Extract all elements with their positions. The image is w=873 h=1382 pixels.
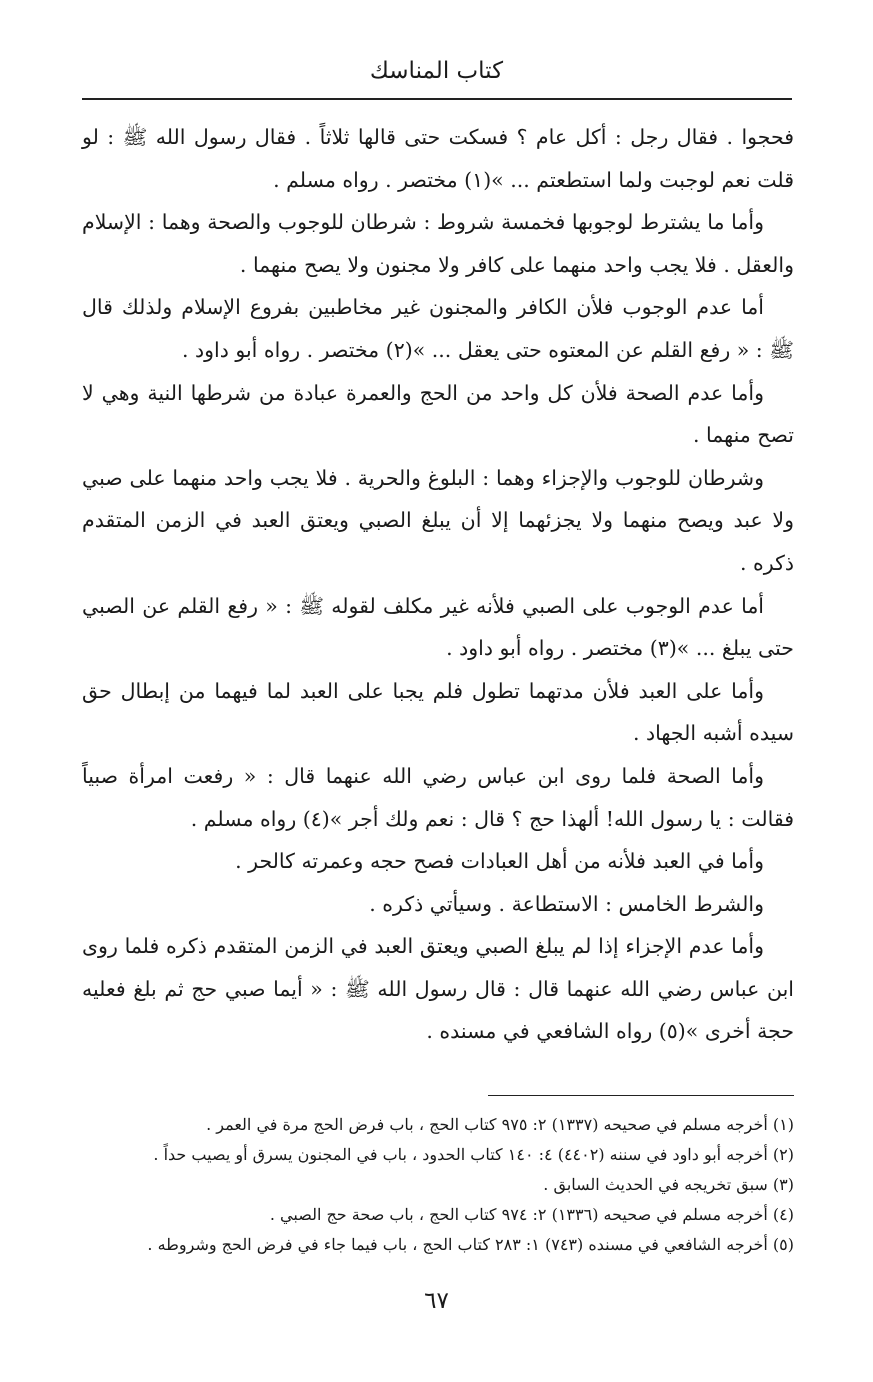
- footnote-rule: [488, 1095, 794, 1096]
- footnote-2: (٢) أخرجه أبو داود في سننه (٤٤٠٢) ٤: ١٤٠ كتاب الحدود ، باب في المجنون يسرق أو يصيب حداً .: [153, 1145, 794, 1164]
- header-rule: [82, 98, 792, 100]
- page-number: ٦٧: [424, 1288, 449, 1314]
- main-text: [82, 116, 794, 1053]
- footnote-3: (٣) سبق تخريجه في الحديث السابق .: [543, 1175, 794, 1194]
- paragraph-11: وأما عدم الإجزاء إذا لم يبلغ الصبي ويعتق العبد في الزمن المتقدم ذكره فلما روى ابن عباس رضي الله عنهما قال : قال رسول الله ﷺ : « أيما صبي حج ثم بلغ فعليه حجة أخرى »(٥) رواه الشافعي في مسنده .: [82, 934, 794, 1044]
- paragraph-8: وأما الصحة فلما روى ابن عباس رضي الله عنهما قال : « رفعت امرأة صبياً فقالت : يا رسول الله! ألهذا حج ؟ قال : نعم ولك أجر »(٤) رواه مسلم .: [82, 763, 794, 831]
- paragraph-10: والشرط الخامس : الاستطاعة . وسيأتي ذكره .: [369, 891, 764, 916]
- footnote-1: (١) أخرجه مسلم في صحيحه (١٣٣٧) ٢: ٩٧٥ كتاب الحج ، باب فرض الحج مرة في العمر .: [206, 1115, 794, 1134]
- paragraph-5: وشرطان للوجوب والإجزاء وهما : البلوغ والحرية . فلا يجب واحد منهما على صبي ولا عبد ويصح منهما ولا يجزئهما إلا أن يبلغ الصبي ويعتق العبد في الزمن المتقدم ذكره .: [82, 465, 794, 575]
- paragraph-3: أما عدم الوجوب فلأن الكافر والمجنون غير مخاطبين بفروع الإسلام ولذلك قال ﷺ : « رفع القلم عن المعتوه حتى يعقل ... »(٢) مختصر . رواه أبو داود .: [82, 295, 794, 362]
- footnotes: [82, 1110, 794, 1260]
- running-head: كتاب المناسك: [369, 58, 504, 84]
- footnote-4: (٤) أخرجه مسلم في صحيحه (١٣٣٦) ٢: ٩٧٤ كتاب الحج ، باب صحة حج الصبي .: [269, 1205, 794, 1224]
- paragraph-1: فحجوا . فقال رجل : أكل عام ؟ فسكت حتى قالها ثلاثاً . فقال رسول الله ﷺ : لو قلت نعم لوجبت ولما استطعتم ... »(١) مختصر . رواه مسلم .: [82, 125, 794, 192]
- paragraph-9: وأما في العبد فلأنه من أهل العبادات فصح حجه وعمرته كالحر .: [235, 849, 764, 874]
- paragraph-4: وأما عدم الصحة فلأن كل واحد من الحج والعمرة عبادة من شرطها النية وهي لا تصح منهما .: [82, 380, 794, 448]
- paragraph-2: وأما ما يشترط لوجوبها فخمسة شروط : شرطان للوجوب والصحة وهما : الإسلام والعقل . فلا يجب واحد منهما على كافر ولا مجنون ولا يصح منهما .: [82, 210, 794, 277]
- paragraph-6: أما عدم الوجوب على الصبي فلأنه غير مكلف لقوله ﷺ : « رفع القلم عن الصبي حتى يبلغ ... »(٣) مختصر . رواه أبو داود .: [82, 593, 794, 661]
- paragraph-7: وأما على العبد فلأن مدتهما تطول فلم يجبا على العبد لما فيهما من إبطال حق سيده أشبه الجهاد .: [82, 678, 794, 746]
- footnote-5: (٥) أخرجه الشافعي في مسنده (٧٤٣) ١: ٢٨٣ كتاب الحج ، باب فيما جاء في فرض الحج وشروطه .: [147, 1235, 794, 1254]
